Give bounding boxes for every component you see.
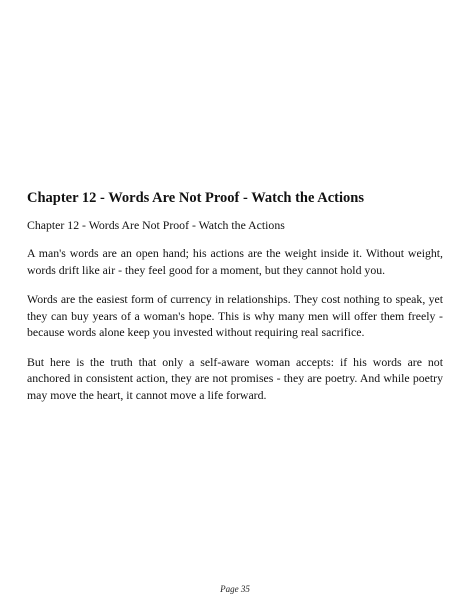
paragraph-2: Words are the easiest form of currency in relationships. They cost nothing to speak, yet they can buy years of a woman's hope. This is why many men will offer them freely - because words alone keep you invested without requiring real sacrifice. [27,292,443,339]
page-content [27,188,443,403]
chapter-heading: Chapter 12 - Words Are Not Proof - Watch the Actions [27,190,364,206]
paragraph-3: But here is the truth that only a self-aware woman accepts: if his words are not anchored in consistent action, they are not promises - they are poetry. And while poetry may move the heart, it cannot move a life forward. [27,354,443,402]
chapter-subheading: Chapter 12 - Words Are Not Proof - Watch the Actions [27,218,285,232]
page-number: Page 35 [220,584,250,594]
paragraph-1: A man's words are an open hand; his actions are the weight inside it. Without weight, words drift like air - they feel good for a moment, but they cannot hold you. [27,246,443,277]
